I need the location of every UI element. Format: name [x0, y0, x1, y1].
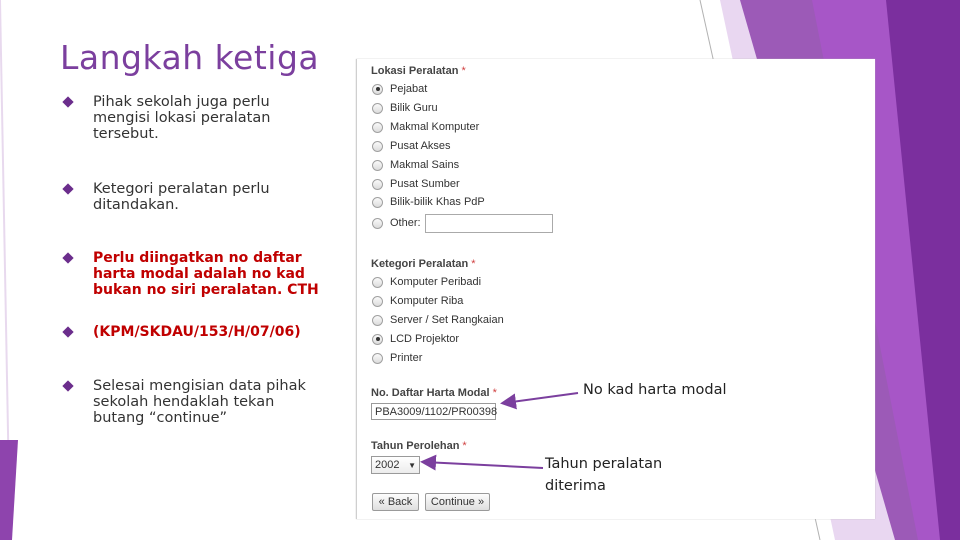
radio-lokasi-bilik-guru[interactable]: Bilik Guru	[372, 100, 438, 116]
radio-icon[interactable]	[372, 353, 383, 364]
tahun-label: Tahun Perolehan *	[371, 440, 467, 452]
radio-kategori-printer[interactable]: Printer	[372, 350, 422, 366]
bullet-text: Ketegori peralatan perlu ditandakan.	[93, 181, 270, 213]
bullet-item	[64, 324, 324, 340]
radio-icon[interactable]	[372, 141, 383, 152]
diamond-bullet-icon	[62, 380, 73, 391]
radio-icon[interactable]	[372, 277, 383, 288]
radio-lokasi-bilik-khas[interactable]: Bilik-bilik Khas PdP	[372, 194, 485, 210]
tahun-select[interactable]: 2002 ▼	[371, 456, 420, 474]
radio-lokasi-pejabat[interactable]: Pejabat	[372, 81, 427, 97]
no-daftar-label: No. Daftar Harta Modal *	[371, 387, 497, 399]
radio-icon[interactable]	[372, 315, 383, 326]
callout-harta: No kad harta modal	[583, 382, 727, 398]
kategori-label: Ketegori Peralatan *	[371, 258, 476, 270]
radio-lokasi-makmal-komputer[interactable]: Makmal Komputer	[372, 119, 479, 135]
radio-icon[interactable]	[372, 160, 383, 171]
radio-selected-icon[interactable]	[372, 334, 383, 345]
bullet-item	[64, 250, 324, 298]
radio-kategori-lcd-projektor[interactable]: LCD Projektor	[372, 331, 459, 347]
radio-kategori-komputer-peribadi[interactable]: Komputer Peribadi	[372, 274, 481, 290]
radio-icon[interactable]	[372, 179, 383, 190]
radio-icon[interactable]	[372, 197, 383, 208]
radio-icon[interactable]	[372, 218, 383, 229]
continue-button[interactable]: Continue »	[425, 493, 490, 511]
no-daftar-input[interactable]: PBA3009/1102/PR00398	[371, 403, 496, 420]
back-button[interactable]: « Back	[372, 493, 419, 511]
bullet-text: (KPM/SKDAU/153/H/07/06)	[93, 324, 301, 340]
radio-lokasi-other[interactable]: Other:	[372, 215, 553, 231]
form-screenshot	[356, 59, 875, 519]
dropdown-arrow-icon: ▼	[408, 460, 416, 470]
slide-title: Langkah ketiga	[60, 38, 320, 77]
bullet-item	[64, 181, 324, 213]
radio-lokasi-pusat-sumber[interactable]: Pusat Sumber	[372, 176, 460, 192]
bullet-text: Selesai mengisian data pihak sekolah hendaklah tekan butang “continue”	[93, 378, 306, 426]
radio-kategori-komputer-riba[interactable]: Komputer Riba	[372, 293, 463, 309]
bullet-item	[64, 94, 324, 142]
bullet-text: Pihak sekolah juga perlu mengisi lokasi peralatan tersebut.	[93, 94, 271, 142]
diamond-bullet-icon	[62, 96, 73, 107]
radio-lokasi-makmal-sains[interactable]: Makmal Sains	[372, 157, 459, 173]
radio-icon[interactable]	[372, 122, 383, 133]
diamond-bullet-icon	[62, 252, 73, 263]
diamond-bullet-icon	[62, 326, 73, 337]
radio-kategori-server[interactable]: Server / Set Rangkaian	[372, 312, 504, 328]
lokasi-label: Lokasi Peralatan *	[371, 65, 466, 77]
bullet-item	[64, 378, 324, 426]
radio-icon[interactable]	[372, 296, 383, 307]
other-input[interactable]	[425, 214, 553, 233]
diamond-bullet-icon	[62, 183, 73, 194]
callout-tahun: Tahun peralatan diterima	[545, 456, 663, 494]
radio-icon[interactable]	[372, 103, 383, 114]
radio-lokasi-pusat-akses[interactable]: Pusat Akses	[372, 138, 451, 154]
bullet-text: Perlu diingatkan no daftar harta modal adalah no kad bukan no siri peralatan. CTH	[93, 250, 319, 298]
radio-selected-icon[interactable]	[372, 84, 383, 95]
